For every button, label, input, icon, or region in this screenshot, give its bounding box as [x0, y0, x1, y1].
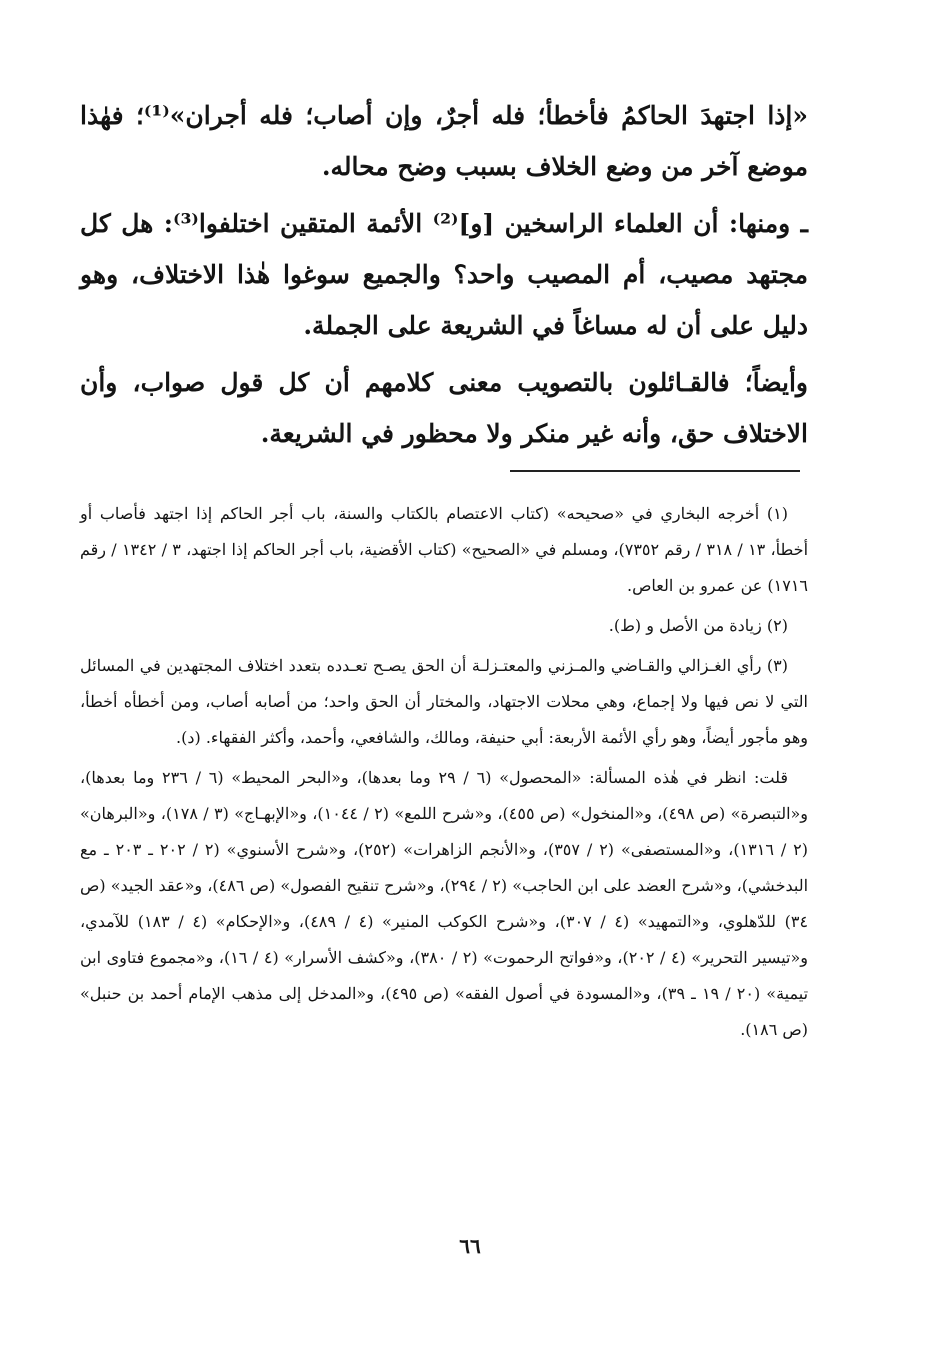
main-text [80, 90, 808, 465]
footnote-separator [510, 470, 800, 472]
main-paragraph-1: «إذا اجتهدَ الحاكمُ فأخطأ؛ فله أجرٌ، وإن أصاب؛ فله أجران»⁽¹⁾؛ فهٰذا موضع آخر من وضع الخلاف بسبب وضح محاله. [80, 101, 808, 181]
page-number: ٦٦ [459, 1234, 481, 1258]
main-paragraph-3: وأيضاً؛ فالقـائلون بالتصويب معنى كلامهم أن كل قول صواب، وأن الاختلاف حق، وأنه غير منكر ولا محظور في الشريعة. [80, 368, 808, 448]
footnote-4-references: قلت: انظر في هٰذه المسألة: «المحصول» (٦ / ٢٩ وما بعدها)، و«البحر المحيط» (٦ / ٢٣٦ وما بعدها)، و«التبصرة» (ص ٤٩٨)، و«المنخول» (ص ٤٥٥)، و«شرح اللمع» (٢ / ١٠٤٤)، و«الإبهـاج» (٣ / ١٧٨)، و«البرهان» (٢ / ١٣١٦)، و«المستصفى» (٢ / ٣٥٧)، و«الأنجم الزاهرات» (٢٥٢)، و«شرح الأسنوي» (٢ / ٢٠٢ ـ ٢٠٣ ـ مع البدخشي)، و«شرح العضد على ابن الحاجب» (٢ / ٢٩٤)، و«شرح تنقيح الفصول» (ص ٤٨٦)، و«عقد الجيد» (ص ٣٤) للدّهلوي، و«التمهيد» (٤ / ٣٠٧)، و«شرح الكوكب المنير» (٤ / ٤٨٩)، و«الإحكام» (٤ / ١٨٣) للآمدي، و«تيسير التحرير» (٤ / ٢٠٢)، و«فواتح الرحموت» (٢ / ٣٨٠)، و«كشف الأسرار» (٤ / ١٦)، و«مجموع فتاوى ابن تيمية» (٢٠ / ١٩ ـ ٣٩)، و«المسودة في أصول الفقه» (ص ٤٩٥)، و«المدخل إلى مذهب الإمام أحمد بن حنبل» (ص ١٨٦). [80, 768, 809, 1039]
footnote-2: (٢) زيادة من الأصل و (ط). [608, 616, 788, 635]
footnote-3: (٣) رأي الغـزالي والقـاضي والمـزني والمعتـزلـة أن الحق يصـح تعـدده بتعدد اختلاف المجتهدين في المسائل التي لا نص فيها ولا إجماع، وهي محلات الاجتهاد، والمختار أن الحق واحد؛ من أصابه أصاب، ومن أخطأه أخطأ، وهو مأجور أيضاً، وهو رأي الأئمة الأربعة: أبي حنيفة، ومالك، والشافعي، وأحمد، وأكثر الفقهاء. (د). [80, 656, 808, 747]
footnotes [80, 496, 808, 1052]
main-paragraph-2: ـ ومنها: أن العلماء الراسخين [و]⁽²⁾ الأئمة المتقين اختلفوا⁽³⁾: هل كل مجتهد مصيب، أم المصيب واحد؟ والجميع سوغوا هٰذا الاختلاف، وهو دليل على أن له مساغاً في الشريعة على الجملة. [80, 209, 808, 340]
footnote-1: (١) أخرجه البخاري في «صحيحه» (كتاب الاعتصام بالكتاب والسنة، باب أجر الحاكم إذا اجتهد فأصاب أو أخطأ، ١٣ / ٣١٨ / رقم ٧٣٥٢)، ومسلم في «الصحيح» (كتاب الأقضية، باب أجر الحاكم إذا اجتهد، ٣ / ١٣٤٢ / رقم ١٧١٦) عن عمرو بن العاص. [80, 504, 809, 595]
